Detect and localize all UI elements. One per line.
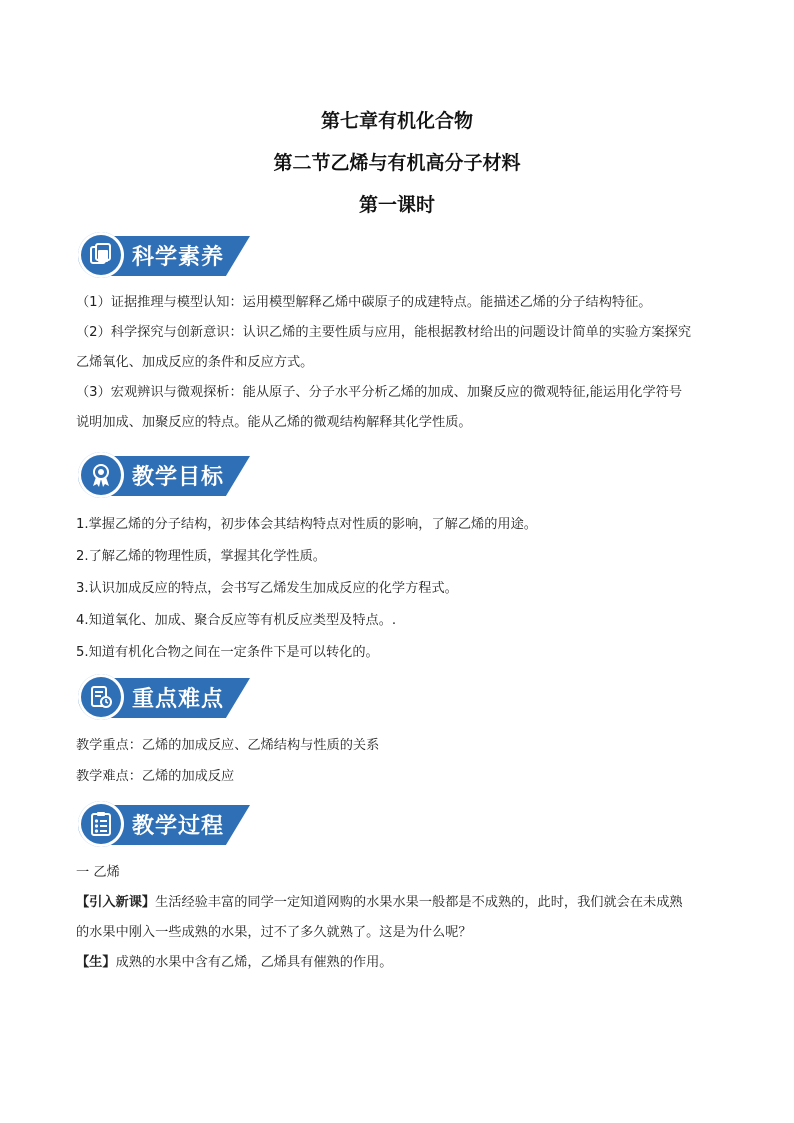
chapter-title: 第七章有机化合物	[320, 110, 473, 132]
section-title: 第二节乙烯与有机高分子材料	[273, 152, 521, 174]
list-item: 2.了解乙烯的物理性质，掌握其化学性质。	[76, 549, 326, 564]
goals-list	[76, 509, 726, 669]
literacy-list	[76, 288, 726, 438]
student-tag: 【生】	[76, 955, 116, 970]
keypoints-list	[76, 730, 726, 792]
award-ribbon-icon	[78, 452, 124, 498]
student-text: 成熟的水果中含有乙烯，乙烯具有催熟的作用。	[115, 955, 393, 970]
list-item: （2）科学探究与创新意识：认识乙烯的主要性质与应用，能根据教材给出的问题设计简单的实验方案探究	[76, 325, 692, 340]
intro-paragraph-continued: 的水果中刚入一些成熟的水果，过不了多久就熟了。这是为什么呢？	[76, 925, 472, 940]
list-item: 5.知道有机化合物之间在一定条件下是可以转化的。	[76, 645, 379, 660]
checklist-icon	[78, 801, 124, 847]
difficult-point: 教学难点：乙烯的加成反应	[76, 769, 235, 784]
list-item: 3.认识加成反应的特点，会书写乙烯发生加成反应的化学方程式。	[76, 581, 458, 596]
list-item: 4.知道氧化、加成、聚合反应等有机反应类型及特点。.	[76, 613, 397, 628]
intro-text: 生活经验丰富的同学一定知道网购的水果水果一般都是不成熟的，此时，我们就会在未成熟	[155, 895, 683, 910]
student-paragraph	[76, 948, 726, 978]
document-clock-icon	[78, 674, 124, 720]
intro-tag: 【引入新课】	[76, 895, 156, 910]
folder-icon	[78, 232, 124, 278]
list-item: （1）证据推理与模型认知：运用模型解释乙烯中碳原子的成建特点。能描述乙烯的分子结构特征。	[76, 295, 652, 310]
keypoints-banner	[78, 674, 253, 720]
list-item: （3）宏观辨识与微观探析：能从原子、分子水平分析乙烯的加成、加聚反应的微观特征,能运用化学符号	[76, 385, 683, 400]
goals-heading: 教学目标	[132, 464, 225, 490]
intro-paragraph	[76, 888, 726, 918]
literacy-banner	[78, 232, 253, 278]
process-banner	[78, 801, 253, 847]
list-item: 说明加成、加聚反应的特点。能从乙烯的微观结构解释其化学性质。	[76, 415, 472, 430]
goals-banner	[78, 452, 253, 498]
list-item: 1.掌握乙烯的分子结构，初步体会其结构特点对性质的影响，了解乙烯的用途。	[76, 517, 537, 532]
lesson-title: 第一课时	[358, 194, 435, 216]
process-heading: 教学过程	[132, 813, 225, 839]
process-content	[76, 858, 726, 978]
literacy-heading: 科学素养	[132, 244, 225, 270]
list-item: 乙烯氧化、加成反应的条件和反应方式。	[76, 355, 314, 370]
process-subtitle: 一 乙烯	[76, 865, 120, 880]
key-point: 教学重点：乙烯的加成反应、乙烯结构与性质的关系	[76, 738, 380, 753]
keypoints-heading: 重点难点	[132, 686, 225, 712]
